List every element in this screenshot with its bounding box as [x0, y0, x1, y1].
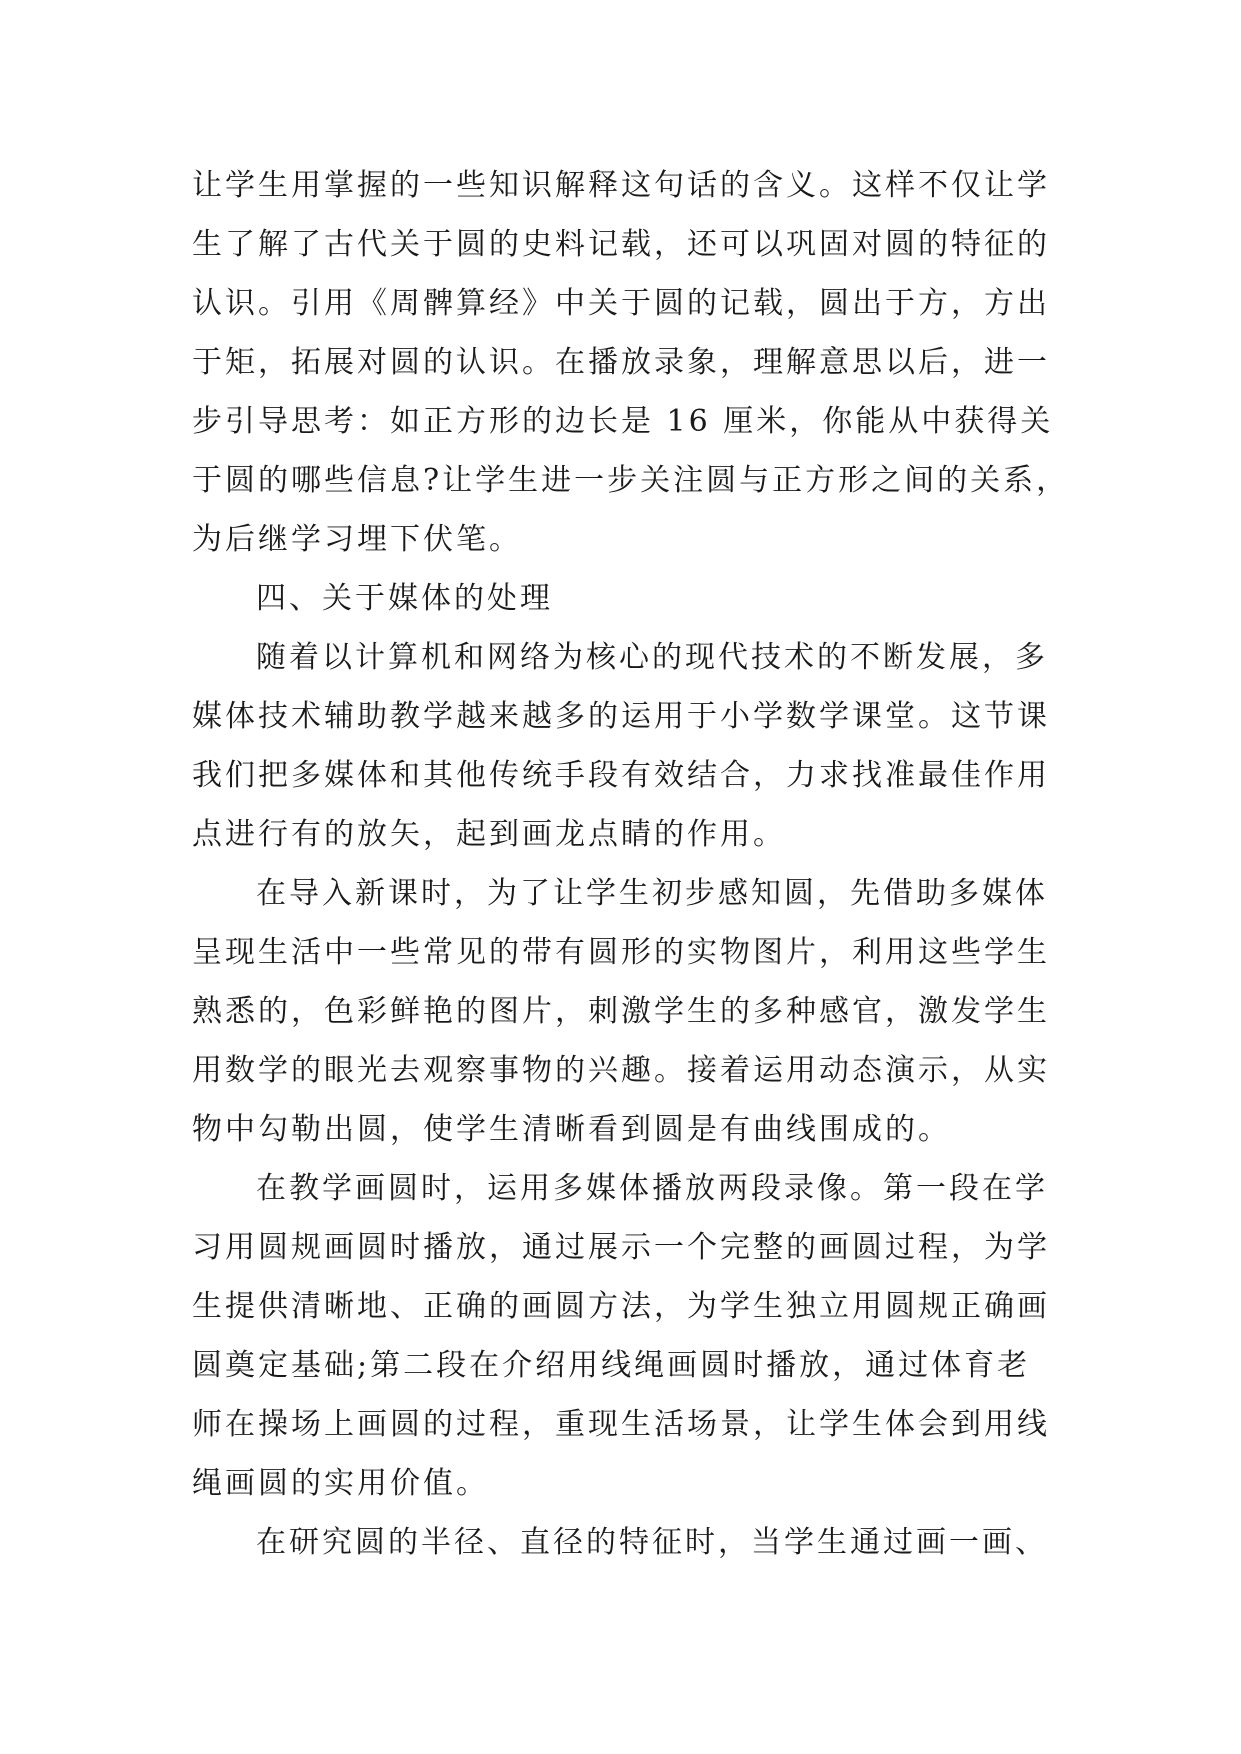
text-line: 媒体技术辅助教学越来越多的运用于小学数学课堂。这节课	[192, 699, 1050, 734]
text-line: 在导入新课时，为了让学生初步感知圆，先借助多媒体	[256, 876, 1048, 911]
text-line: 生提供清晰地、正确的画圆方法，为学生独立用圆规正确画	[192, 1289, 1050, 1324]
text-line: 我们把多媒体和其他传统手段有效结合，力求找准最佳作用	[192, 758, 1050, 793]
text-line: 让学生用掌握的一些知识解释这句话的含义。这样不仅让学	[192, 168, 1050, 203]
text-line: 绳画圆的实用价值。	[192, 1466, 489, 1501]
text-line: 于圆的哪些信息?让学生进一步关注圆与正方形之间的关系，	[192, 463, 1070, 498]
body-text	[192, 156, 1072, 1572]
text-line: 点进行有的放矢，起到画龙点睛的作用。	[192, 817, 786, 852]
text-line: 师在操场上画圆的过程，重现生活场景，让学生体会到用线	[192, 1407, 1050, 1442]
text-line: 认识。引用《周髀算经》中关于圆的记载，圆出于方，方出	[192, 286, 1050, 321]
text-line: 圆奠定基础;第二段在介绍用线绳画圆时播放，通过体育老	[192, 1348, 1031, 1383]
text-line: 生了解了古代关于圆的史料记载，还可以巩固对圆的特征的	[192, 227, 1050, 262]
text-line: 在教学画圆时，运用多媒体播放两段录像。第一段在学	[256, 1171, 1048, 1206]
section-heading: 四、关于媒体的处理	[256, 581, 553, 616]
text-line: 随着以计算机和网络为核心的现代技术的不断发展，多	[256, 640, 1048, 675]
text-line: 物中勾勒出圆，使学生清晰看到圆是有曲线围成的。	[192, 1112, 951, 1147]
text-line: 熟悉的，色彩鲜艳的图片，刺激学生的多种感官，激发学生	[192, 994, 1050, 1029]
text-line: 于矩，拓展对圆的认识。在播放录象，理解意思以后，进一	[192, 345, 1050, 380]
text-line: 习用圆规画圆时播放，通过展示一个完整的画圆过程，为学	[192, 1230, 1050, 1265]
text-line: 为后继学习埋下伏笔。	[192, 522, 522, 557]
text-line: 呈现生活中一些常见的带有圆形的实物图片，利用这些学生	[192, 935, 1050, 970]
text-line: 在研究圆的半径、直径的特征时，当学生通过画一画、	[256, 1525, 1048, 1560]
text-line: 步引导思考：如正方形的边长是 16 厘米，你能从中获得关	[192, 404, 1054, 439]
text-line: 用数学的眼光去观察事物的兴趣。接着运用动态演示，从实	[192, 1053, 1050, 1088]
